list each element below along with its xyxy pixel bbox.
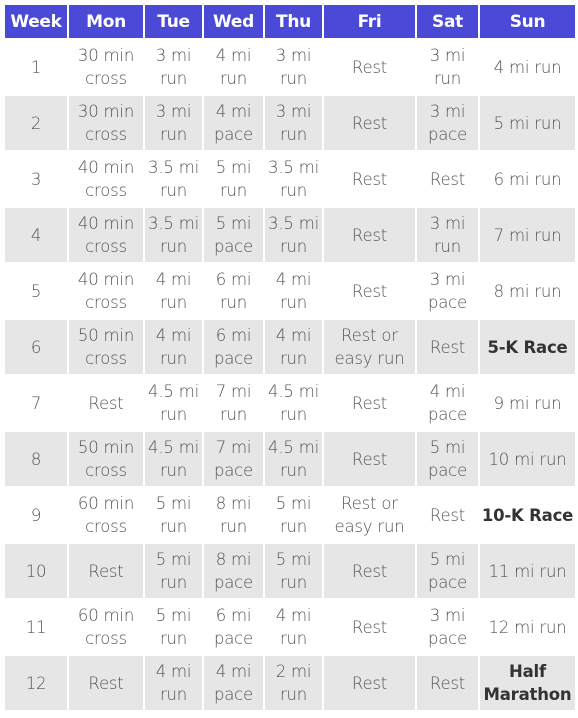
header-week: Week bbox=[4, 4, 68, 39]
training-schedule-table bbox=[3, 3, 577, 712]
cell-mon: 30 min cross bbox=[68, 39, 144, 95]
cell-mon: 40 min cross bbox=[68, 207, 144, 263]
cell-sun: 10 mi run bbox=[479, 431, 576, 487]
cell-fri: Rest bbox=[323, 543, 416, 599]
header-sun: Sun bbox=[479, 4, 576, 39]
cell-sat: Rest bbox=[416, 319, 479, 375]
cell-thu: 5 mi run bbox=[264, 543, 323, 599]
cell-thu: 2 mi run bbox=[264, 655, 323, 711]
cell-fri: Rest bbox=[323, 39, 416, 95]
cell-mon: 50 min cross bbox=[68, 431, 144, 487]
cell-mon: 60 min cross bbox=[68, 599, 144, 655]
table-row bbox=[4, 95, 576, 151]
cell-mon: 40 min cross bbox=[68, 151, 144, 207]
cell-thu: 4 mi run bbox=[264, 319, 323, 375]
cell-sat: 5 mi pace bbox=[416, 431, 479, 487]
cell-wed: 4 mi pace bbox=[203, 95, 264, 151]
cell-sat: Rest bbox=[416, 655, 479, 711]
header-mon: Mon bbox=[68, 4, 144, 39]
cell-fri: Rest bbox=[323, 207, 416, 263]
cell-wed: 6 mi run bbox=[203, 263, 264, 319]
cell-thu: 4.5 mi run bbox=[264, 431, 323, 487]
header-fri: Fri bbox=[323, 4, 416, 39]
cell-sat: 5 mi pace bbox=[416, 543, 479, 599]
cell-tue: 5 mi run bbox=[144, 543, 203, 599]
table-body bbox=[4, 39, 576, 711]
cell-week: 10 bbox=[4, 543, 68, 599]
cell-fri: Rest or easy run bbox=[323, 487, 416, 543]
header-sat: Sat bbox=[416, 4, 479, 39]
table-row bbox=[4, 487, 576, 543]
cell-tue: 3.5 mi run bbox=[144, 151, 203, 207]
cell-mon: Rest bbox=[68, 655, 144, 711]
table-row bbox=[4, 655, 576, 711]
cell-wed: 6 mi pace bbox=[203, 599, 264, 655]
cell-tue: 4 mi run bbox=[144, 655, 203, 711]
cell-sun: 5-K Race bbox=[479, 319, 576, 375]
cell-week: 5 bbox=[4, 263, 68, 319]
cell-wed: 4 mi pace bbox=[203, 655, 264, 711]
table-row bbox=[4, 39, 576, 95]
cell-fri: Rest or easy run bbox=[323, 319, 416, 375]
cell-fri: Rest bbox=[323, 95, 416, 151]
cell-thu: 4.5 mi run bbox=[264, 375, 323, 431]
table-row bbox=[4, 151, 576, 207]
cell-mon: Rest bbox=[68, 375, 144, 431]
cell-fri: Rest bbox=[323, 375, 416, 431]
header-tue: Tue bbox=[144, 4, 203, 39]
cell-wed: 7 mi run bbox=[203, 375, 264, 431]
cell-tue: 4.5 mi run bbox=[144, 375, 203, 431]
cell-fri: Rest bbox=[323, 431, 416, 487]
table-row bbox=[4, 599, 576, 655]
cell-tue: 3.5 mi run bbox=[144, 207, 203, 263]
table-row bbox=[4, 543, 576, 599]
table-row bbox=[4, 431, 576, 487]
cell-sat: 3 mi pace bbox=[416, 95, 479, 151]
table-row bbox=[4, 207, 576, 263]
cell-tue: 4 mi run bbox=[144, 319, 203, 375]
cell-sat: 3 mi pace bbox=[416, 263, 479, 319]
cell-tue: 5 mi run bbox=[144, 487, 203, 543]
cell-fri: Rest bbox=[323, 655, 416, 711]
cell-wed: 8 mi pace bbox=[203, 543, 264, 599]
cell-mon: Rest bbox=[68, 543, 144, 599]
cell-fri: Rest bbox=[323, 151, 416, 207]
cell-sat: 3 mi run bbox=[416, 207, 479, 263]
cell-week: 9 bbox=[4, 487, 68, 543]
cell-fri: Rest bbox=[323, 263, 416, 319]
cell-week: 6 bbox=[4, 319, 68, 375]
cell-week: 7 bbox=[4, 375, 68, 431]
cell-wed: 4 mi run bbox=[203, 39, 264, 95]
cell-mon: 30 min cross bbox=[68, 95, 144, 151]
cell-mon: 40 min cross bbox=[68, 263, 144, 319]
cell-thu: 4 mi run bbox=[264, 599, 323, 655]
cell-wed: 5 mi pace bbox=[203, 207, 264, 263]
cell-sun: 10-K Race bbox=[479, 487, 576, 543]
cell-sun: 5 mi run bbox=[479, 95, 576, 151]
cell-sat: 4 mi pace bbox=[416, 375, 479, 431]
cell-sun: 6 mi run bbox=[479, 151, 576, 207]
cell-mon: 60 min cross bbox=[68, 487, 144, 543]
cell-thu: 3 mi run bbox=[264, 39, 323, 95]
cell-sun: 11 mi run bbox=[479, 543, 576, 599]
cell-week: 12 bbox=[4, 655, 68, 711]
cell-tue: 3 mi run bbox=[144, 95, 203, 151]
cell-sat: 3 mi pace bbox=[416, 599, 479, 655]
header-wed: Wed bbox=[203, 4, 264, 39]
cell-tue: 4.5 mi run bbox=[144, 431, 203, 487]
cell-tue: 5 mi run bbox=[144, 599, 203, 655]
cell-thu: 3.5 mi run bbox=[264, 207, 323, 263]
cell-sat: Rest bbox=[416, 151, 479, 207]
cell-wed: 6 mi pace bbox=[203, 319, 264, 375]
cell-week: 4 bbox=[4, 207, 68, 263]
cell-sun: Half Marathon bbox=[479, 655, 576, 711]
cell-wed: 8 mi run bbox=[203, 487, 264, 543]
cell-week: 11 bbox=[4, 599, 68, 655]
cell-sun: 9 mi run bbox=[479, 375, 576, 431]
table-row bbox=[4, 319, 576, 375]
cell-week: 8 bbox=[4, 431, 68, 487]
cell-sat: 3 mi run bbox=[416, 39, 479, 95]
table-row bbox=[4, 375, 576, 431]
cell-wed: 7 mi pace bbox=[203, 431, 264, 487]
cell-fri: Rest bbox=[323, 599, 416, 655]
cell-thu: 4 mi run bbox=[264, 263, 323, 319]
cell-tue: 3 mi run bbox=[144, 39, 203, 95]
cell-sun: 8 mi run bbox=[479, 263, 576, 319]
cell-sun: 7 mi run bbox=[479, 207, 576, 263]
header-thu: Thu bbox=[264, 4, 323, 39]
cell-week: 1 bbox=[4, 39, 68, 95]
cell-mon: 50 min cross bbox=[68, 319, 144, 375]
cell-week: 2 bbox=[4, 95, 68, 151]
cell-sat: Rest bbox=[416, 487, 479, 543]
table-row bbox=[4, 263, 576, 319]
cell-sun: 4 mi run bbox=[479, 39, 576, 95]
cell-wed: 5 mi run bbox=[203, 151, 264, 207]
header-row bbox=[4, 4, 576, 39]
cell-week: 3 bbox=[4, 151, 68, 207]
cell-sun: 12 mi run bbox=[479, 599, 576, 655]
cell-tue: 4 mi run bbox=[144, 263, 203, 319]
cell-thu: 3 mi run bbox=[264, 95, 323, 151]
cell-thu: 3.5 mi run bbox=[264, 151, 323, 207]
cell-thu: 5 mi run bbox=[264, 487, 323, 543]
